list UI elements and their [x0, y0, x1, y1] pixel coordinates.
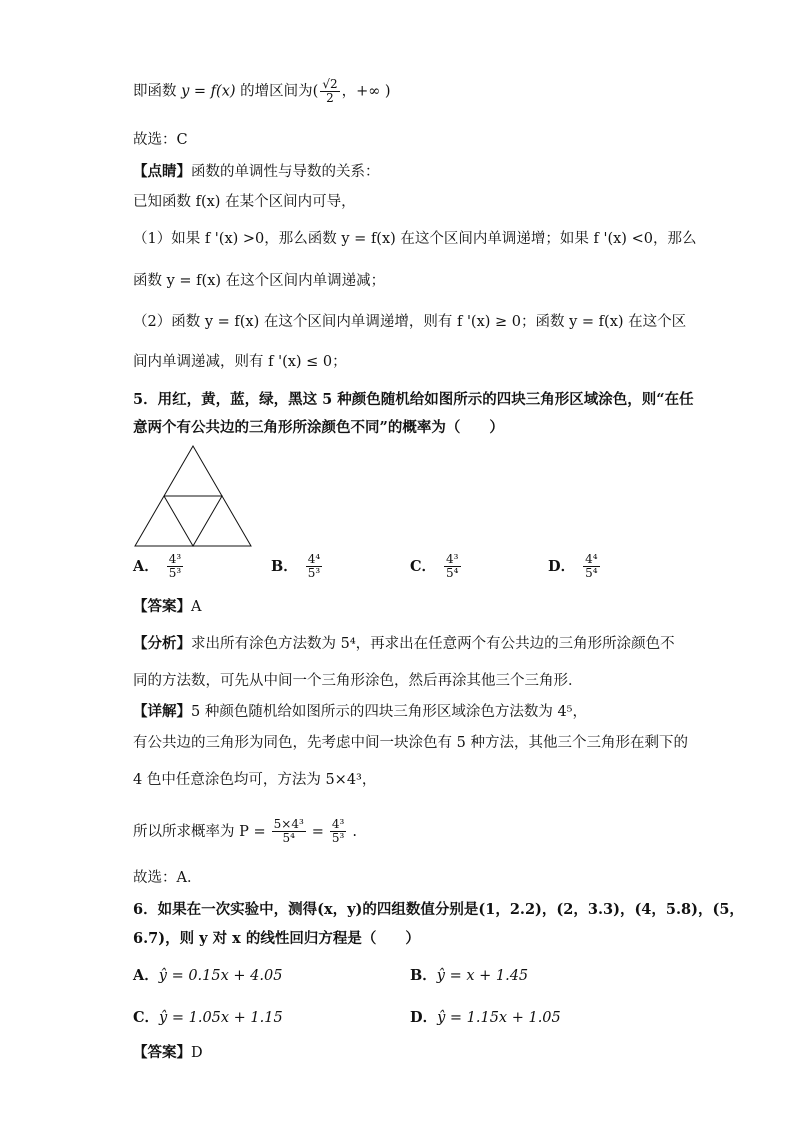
fraction-denominator: 5⁴ — [446, 566, 459, 580]
fraction-numerator: 4⁴ — [307, 552, 321, 566]
q6-option-b[interactable] — [410, 966, 528, 986]
text-segment: 即函数 — [133, 83, 177, 100]
detail-text: 5 种颜色随机给如图所示的四块三角形区域涂色方法数为 4⁵， — [191, 704, 587, 720]
fraction-numerator: 4³ — [331, 817, 345, 831]
choice-line: 故选：C — [133, 132, 188, 148]
option-b[interactable] — [271, 553, 324, 580]
detail-line3: 4 色中任意涂色均可，方法为 5×4³， — [133, 772, 377, 788]
note-tag: 【点睛】 — [133, 163, 191, 180]
question-5-line2: 意两个有公共边的三角形所涂颜色不同”的概率为（ ） — [133, 419, 504, 436]
fraction-numerator: 4⁴ — [585, 552, 598, 566]
option-a[interactable] — [133, 553, 185, 580]
option-label: A． — [133, 967, 159, 984]
answer-text: D — [191, 1045, 203, 1061]
option-c[interactable] — [410, 553, 463, 580]
q6-option-a[interactable] — [133, 966, 282, 986]
answer-5-line — [133, 597, 201, 617]
text-segment: 的增区间为( — [240, 83, 319, 100]
option-text: ŷ = 1.05x + 1.15 — [159, 1010, 283, 1026]
question-5-line1: 5．用红，黄，蓝，绿，黑这 5 种颜色随机给如图所示的四块三角形区域涂色，则“在任 — [133, 391, 694, 408]
selection-5-line: 故选：A． — [133, 870, 202, 886]
fraction-denominator: 5³ — [168, 566, 182, 580]
fraction — [272, 818, 306, 845]
question-6-line1: 6．如果在一次实验中，测得(x，y)的四组数值分别是(1，2.2)，(2，3.3)，(4，5.8)，(5， — [133, 901, 744, 918]
text-line: （2）函数 y = f(x) 在这个区间内单调递增，则有 f '(x) ≥ 0；函数 y = f(x) 在这个区 — [133, 314, 687, 330]
detail-line1 — [133, 702, 587, 722]
analysis-line1 — [133, 634, 675, 654]
math-function: y = f(x) — [181, 83, 236, 100]
q6-option-d[interactable] — [410, 1008, 561, 1028]
fraction-numerator: 5×4³ — [273, 817, 304, 831]
option-text: ŷ = 0.15x + 4.05 — [158, 968, 283, 984]
fraction-denominator: 5⁴ — [585, 566, 598, 580]
triangle-figure — [133, 444, 253, 548]
fraction — [583, 553, 599, 580]
option-label: D． — [548, 557, 576, 575]
text-line: 已知函数 f(x) 在某个区间内可导， — [133, 194, 356, 210]
text-line: （1）如果 f '(x) >0，那么函数 y = f(x) 在这个区间内单调递增；如果 f '(x) <0，那么 — [133, 231, 697, 247]
note-line — [133, 162, 380, 182]
text-segment: 所以所求概率为 P = — [133, 823, 266, 840]
fraction-denominator: 5⁴ — [282, 831, 295, 845]
fraction-denominator: 5³ — [307, 566, 321, 580]
fraction-numerator: 4³ — [168, 552, 182, 566]
fraction-denominator: 2 — [326, 91, 334, 105]
equals-sign: = — [311, 823, 324, 840]
option-text: ŷ = x + 1.45 — [436, 968, 529, 984]
detail-line4 — [133, 818, 357, 845]
option-d[interactable] — [548, 553, 602, 580]
text-line: 间内单调递减，则有 f '(x) ≤ 0； — [133, 354, 347, 370]
option-label: D． — [410, 1009, 438, 1026]
answer-tag: 【答案】 — [133, 1044, 191, 1061]
fraction — [320, 78, 339, 105]
answer-text: A — [191, 599, 202, 615]
option-label: C． — [133, 1009, 160, 1026]
text-segment: ，+∞ ) — [341, 83, 391, 100]
answer-tag: 【答案】 — [133, 598, 191, 615]
fraction — [330, 818, 346, 845]
fraction-denominator: 5³ — [331, 831, 345, 845]
text-segment: . — [352, 823, 357, 840]
text-line: 函数 y = f(x) 在这个区间内单调递减； — [133, 273, 386, 289]
option-label: B． — [271, 557, 298, 575]
answer-6-line — [133, 1043, 203, 1063]
interval-line — [133, 78, 391, 105]
option-text: ŷ = 1.15x + 1.05 — [437, 1010, 561, 1026]
fraction — [444, 553, 460, 580]
q6-option-c[interactable] — [133, 1008, 283, 1028]
fraction — [306, 553, 322, 580]
option-label: A． — [133, 557, 159, 575]
question-6-line2: 6.7)，则 y 对 x 的线性回归方程是（ ） — [133, 930, 420, 947]
analysis-tag: 【分析】 — [133, 635, 191, 652]
option-label: B． — [410, 967, 437, 984]
detail-line2: 有公共边的三角形为同色，先考虑中间一块涂色有 5 种方法，其他三个三角形在剩下的 — [133, 735, 688, 751]
fraction-numerator: √2 — [322, 77, 338, 91]
fraction — [167, 553, 183, 580]
analysis-line2: 同的方法数，可先从中间一个三角形涂色，然后再涂其他三个三角形． — [133, 673, 583, 689]
detail-tag: 【详解】 — [133, 703, 191, 720]
note-text: 函数的单调性与导数的关系： — [191, 164, 380, 180]
option-label: C． — [410, 557, 437, 575]
fraction-numerator: 4³ — [446, 552, 459, 566]
analysis-text: 求出所有涂色方法数为 5⁴，再求出在任意两个有公共边的三角形所涂颜色不 — [191, 636, 675, 652]
